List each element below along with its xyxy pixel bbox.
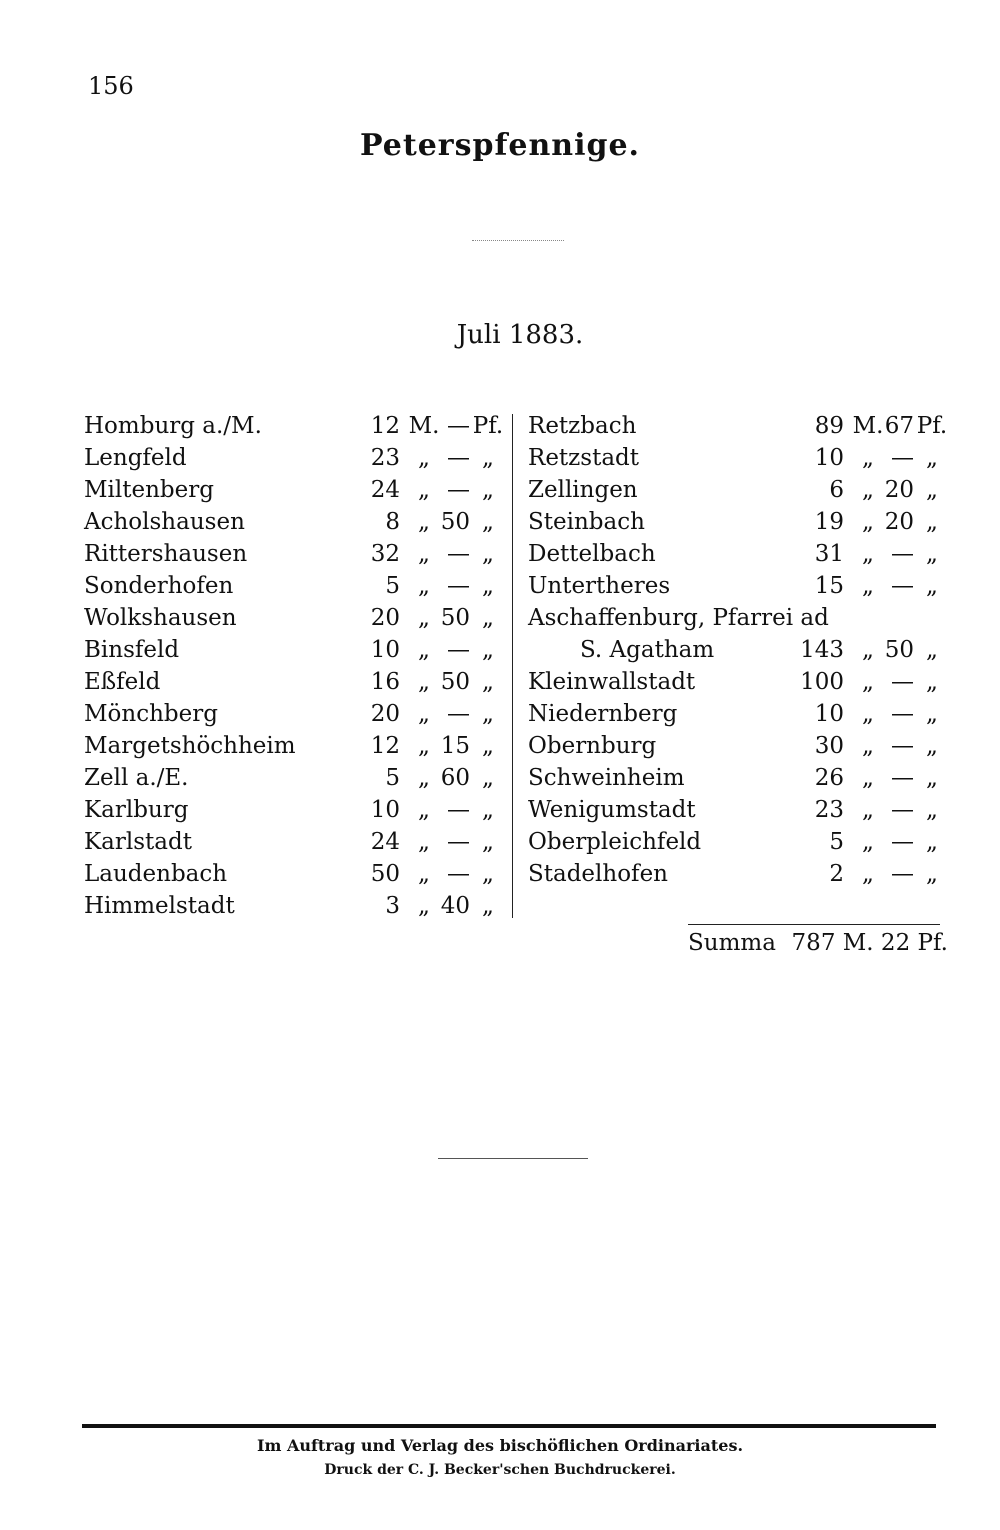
donation-row [528, 410, 948, 442]
mark-amount: 10 [814, 445, 844, 471]
donation-row [528, 762, 948, 794]
pfennig-amount: 50 [884, 637, 914, 663]
mark-amount: 89 [814, 413, 844, 439]
amount [748, 698, 948, 730]
place-name: Wenigumstadt [528, 797, 696, 823]
pfennig-unit: „ [482, 893, 494, 919]
mark-amount: 12 [370, 733, 400, 759]
place-name: Niedernberg [528, 701, 678, 727]
mark-amount: 24 [370, 829, 400, 855]
page-title: Peterspfennige. [360, 128, 640, 163]
mark-amount: 5 [385, 765, 400, 791]
amount [748, 602, 948, 634]
pfennig-unit: „ [482, 861, 494, 887]
mark-unit: „ [862, 861, 874, 887]
donation-row [84, 730, 504, 762]
pfennig-unit: „ [926, 573, 938, 599]
mark-unit: „ [418, 541, 430, 567]
amount [304, 730, 504, 762]
pfennig-amount: — [447, 413, 470, 439]
pfennig-amount: — [891, 701, 914, 727]
pfennig-amount: 60 [440, 765, 470, 791]
place-name: Schweinheim [528, 765, 685, 791]
mark-amount: 10 [814, 701, 844, 727]
footer-printer: Druck der C. J. Becker'schen Buchdruckerei. [324, 1462, 676, 1478]
pfennig-unit: „ [482, 605, 494, 631]
donation-row [528, 666, 948, 698]
donation-row [528, 474, 948, 506]
place-name: Margetshöchheim [84, 733, 296, 759]
donation-row [84, 698, 504, 730]
donation-row [84, 858, 504, 890]
mark-unit: „ [418, 637, 430, 663]
amount [748, 538, 948, 570]
pfennig-amount: 67 [884, 413, 914, 439]
page-number: 156 [88, 72, 134, 100]
donation-row [84, 762, 504, 794]
mark-unit: „ [418, 669, 430, 695]
amount [304, 794, 504, 826]
amount [748, 826, 948, 858]
donation-row [84, 474, 504, 506]
pfennig-unit: „ [926, 829, 938, 855]
amount [304, 506, 504, 538]
donation-row [528, 538, 948, 570]
amount [304, 442, 504, 474]
pfennig-unit: „ [482, 701, 494, 727]
mark-unit: „ [862, 669, 874, 695]
donation-row [528, 442, 948, 474]
donation-row [528, 634, 948, 666]
pfennig-unit: „ [926, 477, 938, 503]
mark-unit: „ [862, 573, 874, 599]
mark-unit: „ [418, 573, 430, 599]
pfennig-amount: 15 [440, 733, 470, 759]
total-label: Summa [688, 930, 776, 956]
donation-row [84, 826, 504, 858]
pfennig-unit: „ [482, 541, 494, 567]
amount [748, 858, 948, 890]
pfennig-amount: — [891, 573, 914, 599]
place-name: Binsfeld [84, 637, 180, 663]
mark-amount: 10 [370, 797, 400, 823]
pfennig-amount: — [447, 573, 470, 599]
pfennig-amount: — [891, 861, 914, 887]
place-name: Karlburg [84, 797, 189, 823]
donation-row [528, 602, 948, 634]
pfennig-unit: „ [482, 573, 494, 599]
pfennig-amount: — [891, 765, 914, 791]
mark-amount: 26 [814, 765, 844, 791]
mark-amount: 23 [814, 797, 844, 823]
mark-unit: „ [418, 861, 430, 887]
amount [304, 474, 504, 506]
mark-amount: 30 [814, 733, 844, 759]
mark-amount: 3 [385, 893, 400, 919]
pfennig-unit: „ [482, 829, 494, 855]
pfennig-unit: „ [926, 669, 938, 695]
pfennig-amount: — [447, 797, 470, 823]
amount [304, 890, 504, 922]
place-name: Oberpleichfeld [528, 829, 702, 855]
place-name: Kleinwallstadt [528, 669, 696, 695]
mark-amount: 143 [800, 637, 844, 663]
mark-unit: M. [852, 413, 884, 439]
donation-row [84, 410, 504, 442]
place-name: Mönchberg [84, 701, 218, 727]
pfennig-unit: „ [482, 445, 494, 471]
mark-unit: „ [862, 445, 874, 471]
pfennig-unit: „ [926, 701, 938, 727]
pfennig-amount: — [447, 541, 470, 567]
place-name: Himmelstadt [84, 893, 235, 919]
mark-amount: 5 [829, 829, 844, 855]
amount [304, 762, 504, 794]
mark-unit: „ [418, 477, 430, 503]
place-name: Laudenbach [84, 861, 228, 887]
mark-amount: 6 [829, 477, 844, 503]
pfennig-amount: — [447, 637, 470, 663]
pfennig-amount: 50 [440, 669, 470, 695]
mark-unit: „ [862, 829, 874, 855]
pfennig-amount: 20 [884, 477, 914, 503]
pfennig-amount: 20 [884, 509, 914, 535]
pfennig-amount: — [891, 797, 914, 823]
pfennig-unit: „ [926, 509, 938, 535]
donation-row [528, 570, 948, 602]
pfennig-unit: „ [926, 445, 938, 471]
footer-rule [82, 1424, 936, 1428]
right-donation-list [528, 410, 948, 890]
column-divider [512, 414, 513, 918]
place-name: Zell a./E. [84, 765, 189, 791]
place-name: Steinbach [528, 509, 645, 535]
amount [748, 666, 948, 698]
amount [748, 634, 948, 666]
mark-unit: „ [418, 893, 430, 919]
left-donation-list [84, 410, 504, 922]
amount [304, 410, 504, 442]
mark-unit: „ [862, 733, 874, 759]
mark-unit: „ [862, 701, 874, 727]
donation-row [84, 890, 504, 922]
mark-amount: 8 [385, 509, 400, 535]
place-name: Homburg a./M. [84, 413, 262, 439]
mark-unit: „ [862, 541, 874, 567]
amount [748, 570, 948, 602]
pfennig-unit: „ [482, 797, 494, 823]
amount [304, 826, 504, 858]
mark-unit: „ [862, 477, 874, 503]
pfennig-amount: — [891, 445, 914, 471]
pfennig-unit: „ [926, 765, 938, 791]
place-name: Untertheres [528, 573, 671, 599]
donation-row [84, 602, 504, 634]
mark-unit: M. [408, 413, 440, 439]
place-name: Miltenberg [84, 477, 214, 503]
pfennig-unit: „ [926, 541, 938, 567]
mark-amount: 100 [800, 669, 844, 695]
mark-unit: „ [862, 765, 874, 791]
amount [748, 506, 948, 538]
pfennig-amount: — [447, 477, 470, 503]
place-name: S. Agatham [580, 637, 715, 663]
pfennig-unit: Pf. [916, 413, 948, 439]
mark-amount: 24 [370, 477, 400, 503]
donation-row [84, 570, 504, 602]
amount [304, 858, 504, 890]
pfennig-amount: — [891, 541, 914, 567]
decorative-divider-bottom [438, 1158, 588, 1159]
pfennig-amount: — [447, 829, 470, 855]
mark-unit: „ [418, 509, 430, 535]
mark-amount: 19 [814, 509, 844, 535]
total-row [688, 926, 948, 960]
pfennig-amount: 50 [440, 509, 470, 535]
pfennig-unit: „ [482, 509, 494, 535]
mark-amount: 5 [385, 573, 400, 599]
mark-amount: 23 [370, 445, 400, 471]
total-amount: 787 M. 22 Pf. [791, 930, 948, 956]
pfennig-unit: „ [482, 477, 494, 503]
amount [748, 730, 948, 762]
mark-amount: 2 [829, 861, 844, 887]
mark-amount: 50 [370, 861, 400, 887]
amount [748, 410, 948, 442]
pfennig-amount: 50 [440, 605, 470, 631]
place-name: Retzbach [528, 413, 637, 439]
donation-row [84, 538, 504, 570]
donation-row [84, 666, 504, 698]
pfennig-unit: „ [482, 733, 494, 759]
amount [304, 538, 504, 570]
mark-amount: 32 [370, 541, 400, 567]
pfennig-amount: — [891, 733, 914, 759]
donation-row [528, 858, 948, 890]
place-name: Stadelhofen [528, 861, 668, 887]
donation-row [528, 698, 948, 730]
place-name: Obernburg [528, 733, 657, 759]
place-name: Aschaffenburg, Pfarrei ad [528, 605, 829, 631]
donation-row [84, 442, 504, 474]
mark-amount: 12 [370, 413, 400, 439]
mark-unit: „ [418, 765, 430, 791]
mark-unit: „ [418, 701, 430, 727]
pfennig-amount: — [891, 829, 914, 855]
amount [304, 634, 504, 666]
mark-unit: „ [862, 797, 874, 823]
pfennig-unit: „ [926, 733, 938, 759]
pfennig-amount: — [891, 669, 914, 695]
place-name: Rittershausen [84, 541, 248, 567]
place-name: Sonderhofen [84, 573, 234, 599]
place-name: Zellingen [528, 477, 638, 503]
amount [304, 570, 504, 602]
mark-unit: „ [418, 797, 430, 823]
month-heading: Juli 1883. [456, 320, 584, 350]
mark-unit: „ [862, 509, 874, 535]
donation-row [528, 826, 948, 858]
amount [748, 474, 948, 506]
decorative-divider-top [472, 240, 564, 241]
pfennig-unit: „ [926, 797, 938, 823]
place-name: Karlstadt [84, 829, 192, 855]
footer-publisher: Im Auftrag und Verlag des bischöflichen Ordinariates. [256, 1436, 744, 1455]
amount [304, 602, 504, 634]
pfennig-unit: „ [482, 669, 494, 695]
pfennig-unit: „ [482, 765, 494, 791]
place-name: Wolkshausen [84, 605, 237, 631]
place-name: Retzstadt [528, 445, 640, 471]
pfennig-amount: — [447, 445, 470, 471]
pfennig-amount: — [447, 701, 470, 727]
pfennig-unit: Pf. [472, 413, 504, 439]
mark-unit: „ [418, 829, 430, 855]
donation-row [528, 506, 948, 538]
place-name: Lengfeld [84, 445, 187, 471]
amount [748, 762, 948, 794]
mark-amount: 20 [370, 605, 400, 631]
donation-row [84, 506, 504, 538]
sum-rule [688, 924, 940, 925]
mark-unit: „ [418, 733, 430, 759]
pfennig-amount: — [447, 861, 470, 887]
place-name: Dettelbach [528, 541, 656, 567]
mark-amount: 20 [370, 701, 400, 727]
donation-row [84, 794, 504, 826]
pfennig-unit: „ [926, 637, 938, 663]
amount [748, 794, 948, 826]
amount [304, 698, 504, 730]
mark-amount: 15 [814, 573, 844, 599]
pfennig-unit: „ [482, 637, 494, 663]
amount [304, 666, 504, 698]
pfennig-amount: 40 [440, 893, 470, 919]
mark-unit: „ [418, 445, 430, 471]
pfennig-unit: „ [926, 861, 938, 887]
place-name: Eßfeld [84, 669, 161, 695]
place-name: Acholshausen [84, 509, 245, 535]
donation-row [84, 634, 504, 666]
mark-unit: „ [862, 637, 874, 663]
mark-amount: 31 [814, 541, 844, 567]
amount [748, 442, 948, 474]
mark-amount: 10 [370, 637, 400, 663]
mark-amount: 16 [370, 669, 400, 695]
donation-row [528, 794, 948, 826]
mark-unit: „ [418, 605, 430, 631]
donation-row [528, 730, 948, 762]
